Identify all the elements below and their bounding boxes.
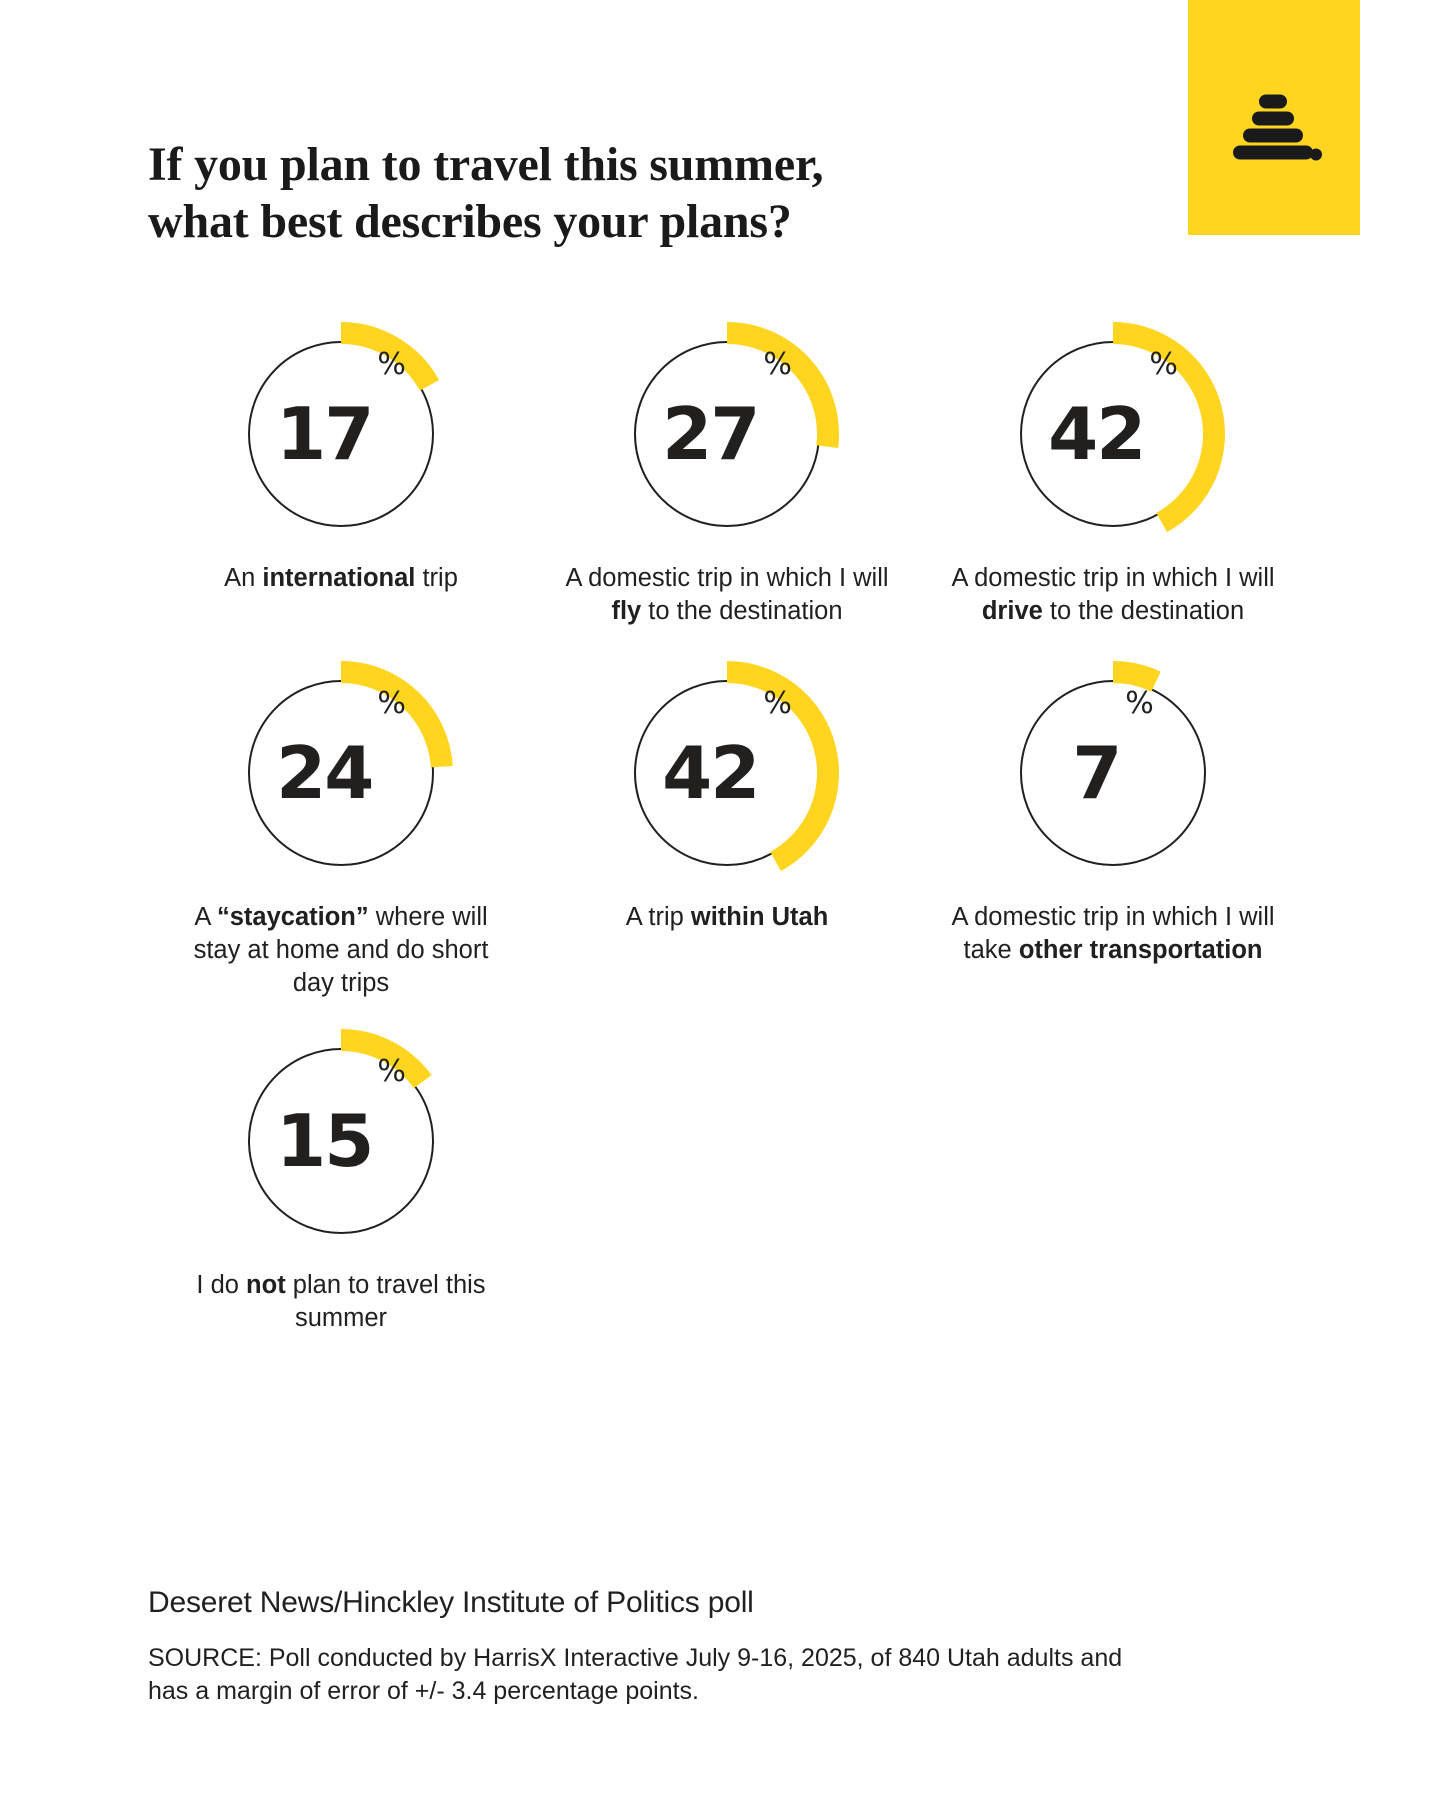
donut-cell-2 (920, 318, 1306, 627)
headline-line-1: If you plan to travel this summer, (148, 138, 824, 192)
donut-row-1 (148, 318, 1308, 627)
donut-cell-0 (148, 318, 534, 627)
donut-row-2 (148, 657, 1308, 999)
donut-value-number: 7 (1072, 730, 1121, 815)
donut-chart (225, 318, 457, 550)
donut-caption: A trip within Utah (625, 903, 829, 932)
donut-value-number: 15 (276, 1098, 373, 1183)
donut-chart (225, 657, 457, 889)
percent-symbol: % (377, 1054, 406, 1090)
beehive-logo-icon (1226, 89, 1322, 168)
donut-chart (611, 318, 843, 550)
donut-value (997, 318, 1229, 550)
percent-symbol: % (377, 686, 406, 722)
donut-value-number: 17 (276, 391, 373, 476)
donut-value-number: 24 (276, 730, 373, 815)
donut-cell-3 (148, 657, 534, 999)
page-title (148, 137, 1158, 250)
percent-symbol: % (377, 347, 406, 382)
poll-title: Deseret News/Hinckley Institute of Politics poll (148, 1586, 754, 1619)
donut-value (225, 318, 457, 550)
donut-value (997, 657, 1229, 889)
donut-chart (611, 657, 843, 889)
percent-symbol: % (763, 686, 792, 722)
percent-symbol: % (1125, 686, 1154, 722)
donut-caption: A domestic trip in which I will fly to the destination (565, 564, 889, 625)
headline-line-2: what best describes your plans? (148, 194, 792, 248)
donut-chart (997, 657, 1229, 889)
donut-value-number: 42 (662, 730, 759, 815)
percent-symbol: % (763, 347, 792, 382)
donut-value (225, 1025, 457, 1257)
donut-value (225, 657, 457, 889)
donut-value (611, 657, 843, 889)
donut-caption: An international trip (224, 564, 458, 592)
donut-chart (225, 1025, 457, 1257)
donut-caption: A domestic trip in which I will drive to the destination (951, 564, 1275, 625)
donut-value-number: 42 (1048, 391, 1145, 476)
donut-grid (148, 318, 1308, 1334)
donut-value-number: 27 (662, 391, 759, 476)
percent-symbol: % (1149, 347, 1178, 382)
source-note: SOURCE: Poll conducted by HarrisX Interactive July 9-16, 2025, of 840 Utah adults and has a margin of error of +/- 3.4 percentage points. (148, 1644, 1123, 1705)
donut-cell-6 (148, 1025, 534, 1334)
donut-cell-1 (534, 318, 920, 627)
donut-chart (997, 318, 1229, 550)
footer (148, 1586, 1288, 1708)
donut-caption: A domestic trip in which I will take other transportation (951, 903, 1275, 964)
donut-caption: I do not plan to travel this summer (196, 1271, 486, 1332)
donut-row-3 (148, 1025, 1308, 1334)
donut-cell-5 (920, 657, 1306, 999)
donut-cell-4 (534, 657, 920, 999)
brand-logo-block (1188, 0, 1360, 235)
donut-value (611, 318, 843, 550)
donut-caption: A “staycation” where will stay at home and do short day trips (193, 903, 489, 997)
